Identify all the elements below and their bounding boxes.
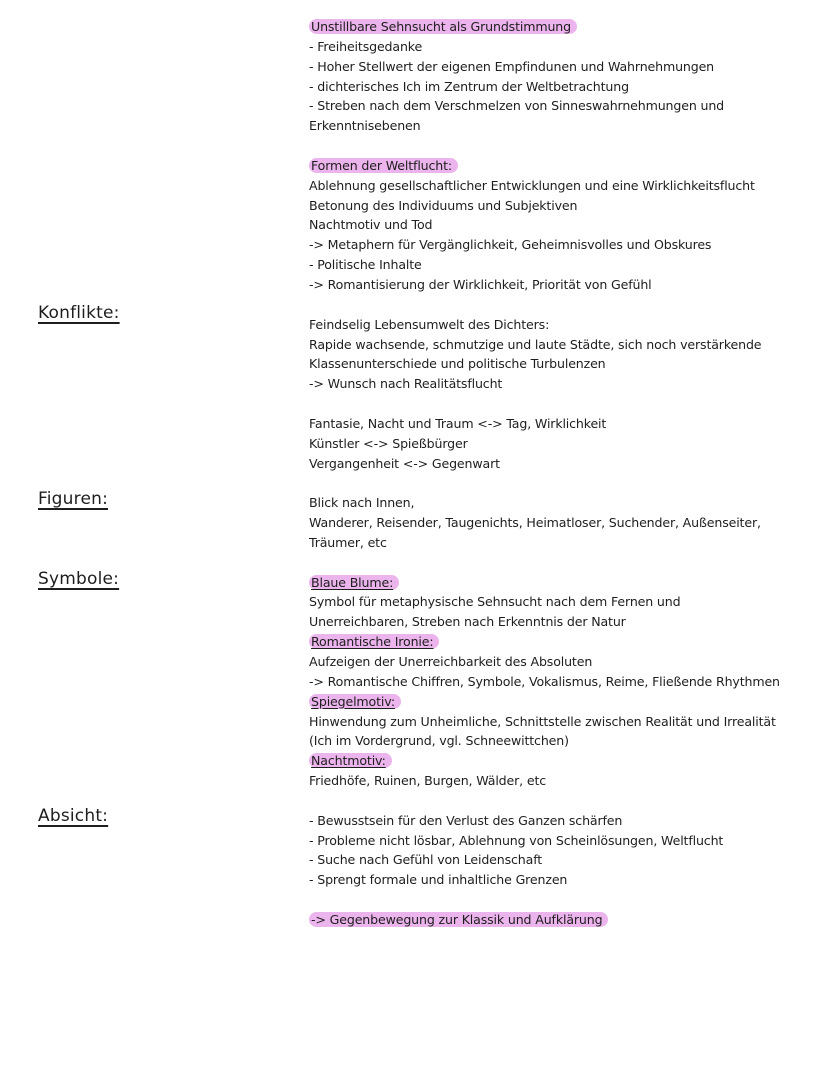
absicht-section xyxy=(309,811,809,930)
heading-symbole: Symbole: xyxy=(38,569,120,589)
intro-section xyxy=(309,17,809,136)
symbole-section xyxy=(309,573,809,791)
figuren-line: Wanderer, Reisender, Taugenichts, Heimatloser, Suchender, Außenseiter, xyxy=(309,515,761,531)
figuren-line: Blick nach Innen, xyxy=(309,495,415,511)
konflikte-line: Vergangenheit <-> Gegenwart xyxy=(309,455,500,471)
intro-item: - Freiheitsgedanke xyxy=(309,38,423,54)
konflikte-line: Feindselig Lebensumwelt des Dichters: xyxy=(309,316,550,332)
weltflucht-section xyxy=(309,156,809,295)
heading-absicht: Absicht: xyxy=(38,806,109,826)
konflikte-line: -> Wunsch nach Realitätsflucht xyxy=(309,376,503,392)
intro-item: - Hoher Stellwert der eigenen Empfindunen und Wahrnehmungen xyxy=(309,58,715,74)
weltflucht-item: Ablehnung gesellschaftlicher Entwicklungen und eine Wirklichkeitsflucht xyxy=(309,177,755,193)
symbol-title-nachtmotiv: Nachtmotiv: xyxy=(309,753,392,768)
symbol-line: (Ich im Vordergrund, vgl. Schneewittchen) xyxy=(309,733,569,749)
heading-konflikte: Konflikte: xyxy=(38,303,120,323)
symbol-title-romantische-ironie: Romantische Ironie: xyxy=(309,634,439,649)
symbol-title-blaue-blume: Blaue Blume: xyxy=(309,575,399,590)
absicht-item: - Sprengt formale und inhaltliche Grenzen xyxy=(309,872,568,888)
spacer xyxy=(309,473,809,493)
intro-item: Erkenntnisebenen xyxy=(309,118,421,134)
intro-title: Unstillbare Sehnsucht als Grundstimmung xyxy=(309,19,577,34)
spacer xyxy=(309,890,809,910)
konflikte-line: Fantasie, Nacht und Traum <-> Tag, Wirklichkeit xyxy=(309,415,607,431)
absicht-item: - Probleme nicht lösbar, Ablehnung von Scheinlösungen, Weltflucht xyxy=(309,832,724,848)
absicht-item: - Suche nach Gefühl von Leidenschaft xyxy=(309,852,543,868)
konflikte-line: Rapide wachsende, schmutzige und laute Städte, sich noch verstärkende xyxy=(309,336,762,352)
symbol-line: Unerreichbaren, Streben nach Erkenntnis der Natur xyxy=(309,614,626,630)
content-column xyxy=(309,17,809,930)
symbol-line: -> Romantische Chiffren, Symbole, Vokalismus, Reime, Fließende Rhythmen xyxy=(309,673,780,689)
symbol-line: Symbol für metaphysische Sehnsucht nach dem Fernen und xyxy=(309,594,681,610)
weltflucht-item: -> Metaphern für Vergänglichkeit, Geheimnisvolles und Obskures xyxy=(309,237,712,253)
weltflucht-item: Betonung des Individuums und Subjektiven xyxy=(309,197,578,213)
symbol-title-spiegelmotiv: Spiegelmotiv: xyxy=(309,694,401,709)
konflikte-line: Künstler <-> Spießbürger xyxy=(309,435,468,451)
weltflucht-item: - Politische Inhalte xyxy=(309,257,422,273)
symbol-line: Aufzeigen der Unerreichbarkeit des Absoluten xyxy=(309,654,593,669)
spacer xyxy=(309,295,809,315)
heading-figuren: Figuren: xyxy=(38,489,109,509)
absicht-conclusion: -> Gegenbewegung zur Klassik und Aufklärung xyxy=(309,912,608,927)
symbol-line: Hinwendung zum Unheimliche, Schnittstelle zwischen Realität und Irrealität xyxy=(309,713,776,729)
weltflucht-item: -> Romantisierung der Wirklichkeit, Priorität von Gefühl xyxy=(309,276,652,292)
spacer xyxy=(309,394,809,414)
absicht-item: - Bewusstsein für den Verlust des Ganzen schärfen xyxy=(309,812,623,828)
konflikte-section xyxy=(309,315,809,474)
intro-item: - dichterisches Ich im Zentrum der Weltbetrachtung xyxy=(309,78,629,94)
intro-item: - Streben nach dem Verschmelzen von Sinneswahrnehmungen und xyxy=(309,98,725,114)
spacer xyxy=(309,136,809,156)
symbol-line: Friedhöfe, Ruinen, Burgen, Wälder, etc xyxy=(309,773,547,789)
spacer xyxy=(309,553,809,573)
figuren-section xyxy=(309,493,809,553)
spacer xyxy=(309,791,809,811)
konflikte-line: Klassenunterschiede und politische Turbulenzen xyxy=(309,356,606,372)
weltflucht-title: Formen der Weltflucht: xyxy=(309,158,458,173)
figuren-line: Träumer, etc xyxy=(309,534,387,550)
weltflucht-item: Nachtmotiv und Tod xyxy=(309,217,433,233)
